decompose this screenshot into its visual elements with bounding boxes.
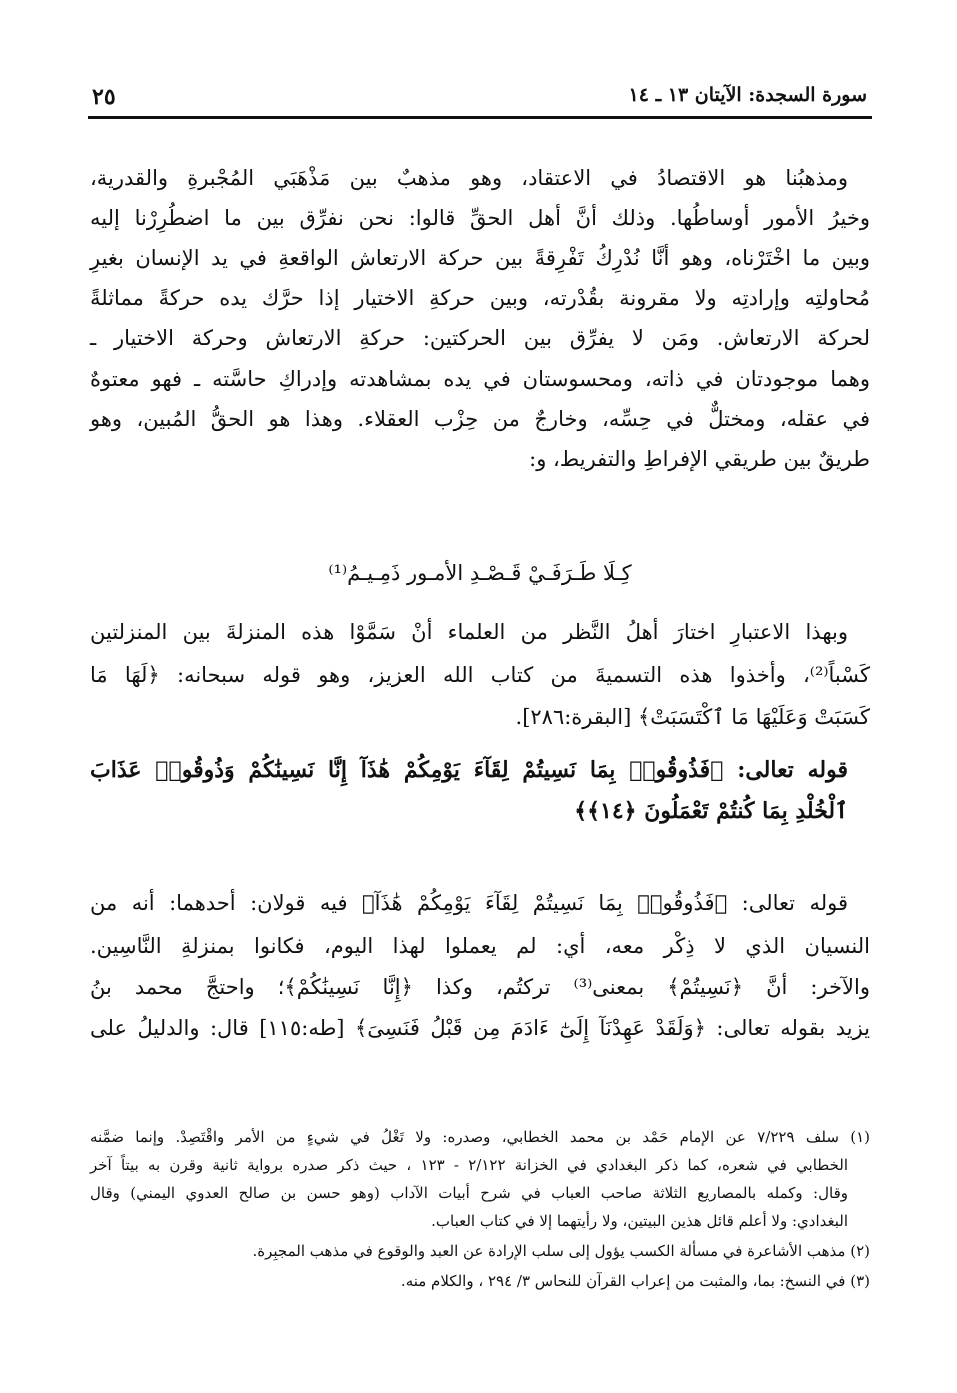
text-line: ومذهبُنا هو الاقتصادُ في الاعتقاد، وهو مذهبٌ بين مَذْهَبَي المُجْبرةِ والقدرية، (90, 166, 848, 190)
verse-heading: قوله تعالى: ﴿فَذُوقُوا۟ بِمَا نَسِيتُمْ لِقَآءَ يَوْمِكُمْ هَٰذَآ إِنَّا نَسِينَٰكُمْ وَذُوقُوا۟ عَذَابَ (90, 757, 848, 783)
verse-heading: ٱلْخُلْدِ بِمَا كُنتُمْ تَعْمَلُونَ ﴿١٤﴾﴾ (574, 798, 848, 824)
footnote-1: الخطابي في شعره، كما ذكر البغدادي في الخزانة ٢/١٢٢ - ١٢٣ ، حيث ذكر صدره برواية ثانية وقرن به بيتاً آخر (90, 1156, 848, 1174)
text-line: قوله تعالى: ﴿فَذُوقُوا۟ بِمَا نَسِيتُمْ لِقَآءَ يَوْمِكُمْ هَٰذَآ﴾ فيه قولان: أحدهما: أنه من (90, 891, 848, 915)
footnote-1: وقال: وكمله بالمصاريع الثلاثة صاحب العباب في شرح أبيات الآداب (وهو حسن بن صالح العدوي اليمني) وقال (90, 1184, 848, 1202)
text-line: طريقٌ بين طريقي الإفراطِ والتفريط، و: (529, 447, 870, 471)
page-number: ٢٥ (92, 84, 116, 110)
text-line: لحركة الارتعاش. ومَن لا يفرِّق بين الحركتين: حركةِ الارتعاش وحركة الاختيار ـ (90, 326, 870, 350)
text-line: في عقله، ومختلٌّ في حِسِّه، وخارجٌ من حِزْب العقلاء. وهذا هو الحقُّ المُبين، وهو (90, 407, 870, 431)
text-line: كَسَبَتْ وَعَلَيْهَا مَا ٱكْتَسَبَتْ﴾ [البقرة:٢٨٦]. (515, 705, 870, 729)
poem-verse: كِـلَا طَـرَفَـيْ قَـصْـدِ الأمـور ذَمِـيـمُ⁽¹⁾ (328, 561, 632, 585)
text-line: يزيد بقوله تعالى: ﴿وَلَقَدْ عَهِدْنَآ إِلَىٰٓ ءَادَمَ مِن قَبْلُ فَنَسِىَ﴾ [طه:١١٥] قال: والدليلُ على (90, 1016, 870, 1040)
text-line: وهما موجودتان في ذاته، ومحسوستان في يده بمشاهدته وإدراكِ حاسَّته ـ فهو معتوهٌ (90, 367, 870, 391)
footnote-1: (١) سلف ٧/٢٢٩ عن الإمام حَمْد بن محمد الخطابي، وصدره: ولا تَغْلُ في شيءٍ من الأمر واقْتَصِدْ. وإنما ضمَّنه (90, 1128, 871, 1146)
text-line: مُحاولتِه وإرادتِه ولا مقرونة بقُدْرته، وبين حركةِ الاختيار إذا حرَّك يده حركةً مماثلةً (90, 286, 870, 310)
footnote-3: (٣) في النسخ: بما، والمثبت من إعراب القرآن للنحاس ٣/ ٢٩٤ ، والكلام منه. (400, 1272, 870, 1290)
footnote-2: (٢) مذهب الأشاعرة في مسألة الكسب يؤول إلى سلب الإرادة عن العبد والوقوع في مذهب المجبِرة. (252, 1242, 870, 1260)
text-line: وبهذا الاعتبارِ اختارَ أهلُ النَّظر من العلماء أنْ سَمَّوْا هذه المنزلةَ بين المنزلتين (90, 620, 848, 644)
footnote-1: البغدادي: ولا أعلم قائل هذين البيتين، ولا رأيتهما إلا في كتاب العباب. (431, 1212, 848, 1230)
text-line: وخيرُ الأمور أوساطُها. وذلك أنَّ أهل الحقِّ قالوا: نحن نفرِّق بين ما اضطُرِرْنا إليه (90, 206, 870, 230)
text-line: وبين ما اخْتَرْناه، وهو أنَّا نُدْرِكُ تَفْرِقةً بين حركة الارتعاش الواقعةِ في يد الإنسان بغيرِ (90, 246, 870, 270)
running-title: سورة السجدة: الآيتان ١٣ ـ ١٤ (628, 84, 867, 106)
header-rule (88, 116, 872, 119)
text-line: النسيان الذي لا ذِكْر معه، أي: لم يعملوا لهذا اليوم، فكانوا بمنزلةِ النَّاسِين. (90, 934, 870, 958)
text-line: والآخر: أنَّ ﴿نَسِيتُمْ﴾ بمعنى⁽³⁾ تركتُم، وكذا ﴿إِنَّا نَسِينَٰكُمْ﴾؛ واحتجَّ محمد بنُ (90, 975, 870, 999)
text-line: كَسْباً⁽²⁾، وأخذوا هذه التسميةَ من كتاب الله العزيز، وهو قوله سبحانه: ﴿لَهَا مَا (90, 663, 870, 687)
